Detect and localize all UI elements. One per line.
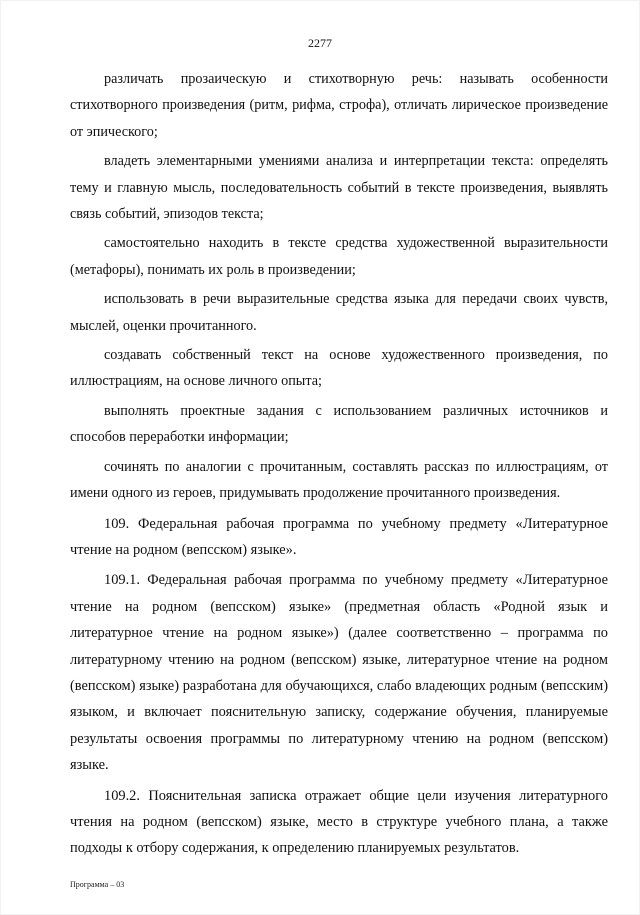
page-body xyxy=(70,66,608,862)
footer-label: Программа – 03 xyxy=(70,880,125,889)
paragraph-7: сочинять по аналогии с прочитанным, составлять рассказ по иллюстрациям, от имени одного из героев, придумывать продолжение прочитанного произведения. xyxy=(70,458,608,502)
paragraph-3: самостоятельно находить в тексте средства художественной выразительности (метафоры), понимать их роль в произведении; xyxy=(70,235,608,278)
paragraph-2: владеть элементарными умениями анализа и интерпретации текста: определять тему и главную мысль, последовательность событий в тексте произведения, выявлять связь событий, эпизодов текста; xyxy=(70,153,608,223)
paragraph-6: выполнять проектные задания с использованием различных источников и способов переработки информации; xyxy=(70,402,608,446)
section-109: 109. Федеральная рабочая программа по учебному предмету «Литературное чтение на родном (вепсском) языке». xyxy=(70,515,608,558)
section-109-2: 109.2. Пояснительная записка отражает общие цели изучения литературного чтения на родном (вепсском) языке, место в структуре учебного плана, а также подходы к отбору содержания, к определению планируемых результатов. xyxy=(70,787,608,857)
page-number: 2277 xyxy=(308,36,332,50)
paragraph-5: создавать собственный текст на основе художественного произведения, по иллюстрациям, на основе личного опыта; xyxy=(70,347,608,390)
section-109-1: 109.1. Федеральная рабочая программа по учебному предмету «Литературное чтение на родном (вепсском) языке» (предметная область «Родной язык и литературное чтение на родном языке») (далее соответственно – программа по литературному чтению на родном (вепсском) языке, литературное чтение на родном (вепсском) языке) разработана для обучающихся, слабо владеющих родным (вепсским) языком, и включает пояснительную записку, содержание обучения, планируемые результаты освоения программы по литературному чтению на родном (вепсском) языке. xyxy=(70,572,608,774)
paragraph-1: различать прозаическую и стихотворную речь: называть особенности стихотворного произведения (ритм, рифма, строфа), отличать лирическое произведение от эпического; xyxy=(70,71,608,140)
paragraph-4: использовать в речи выразительные средства языка для передачи своих чувств, мыслей, оценки прочитанного. xyxy=(70,291,608,334)
